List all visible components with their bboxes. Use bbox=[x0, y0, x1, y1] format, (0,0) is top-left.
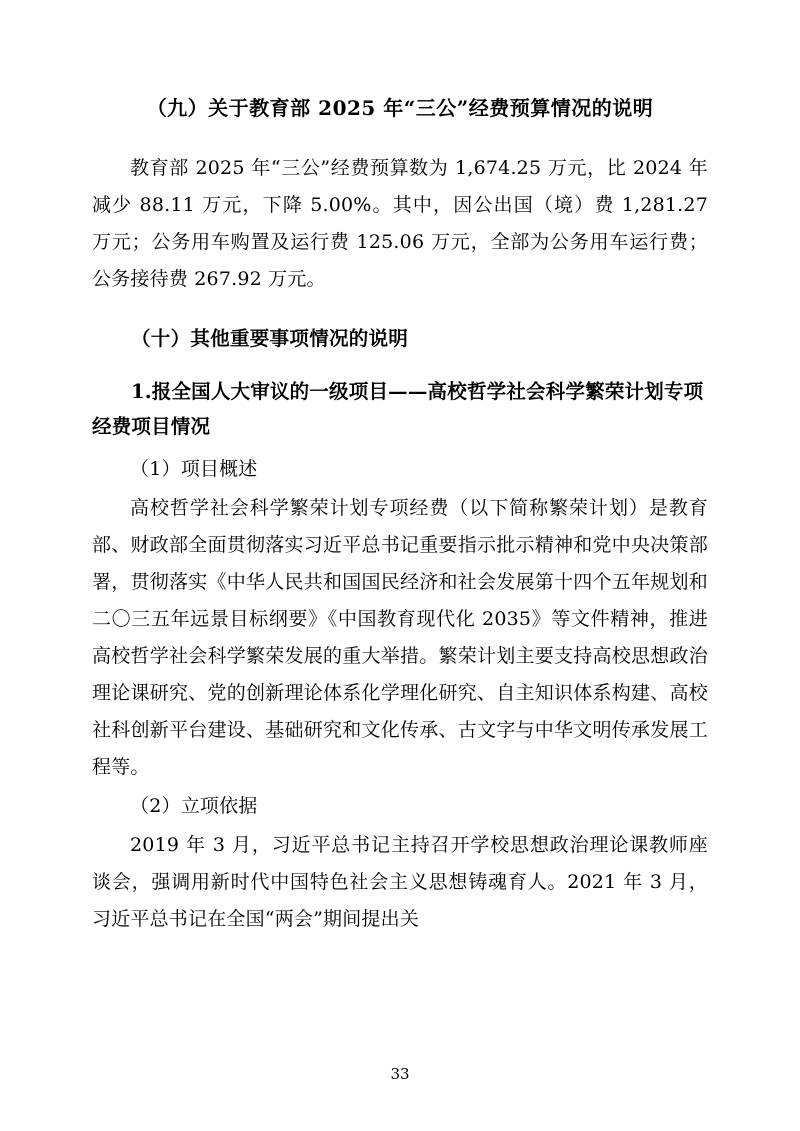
subitem-label-project-basis: （2）立项依据 bbox=[130, 794, 258, 817]
page-content bbox=[92, 92, 708, 938]
item-heading-prosperity-plan: 1.报全国人大审议的一级项目——高校哲学社会科学繁荣计划专项经费项目情况 bbox=[92, 380, 704, 439]
subitem-label-project-overview: （1）项目概述 bbox=[130, 457, 258, 480]
paragraph-project-overview-body: 高校哲学社会科学繁荣计划专项经费（以下简称繁荣计划）是教育部、财政部全面贯彻落实习近平总书记重要指示批示精神和党中央决策部署，贯彻落实《中华人民共和国国民经济和社会发展第十四个五年规划和二〇三五年远景目标纲要》《中国教育现代化 2035》等文件精神，推进高校哲学社会科学繁荣发展的重大举措。繁荣计划主要支持高校思想政治理论课研究、党的创新理论体系化学理化研究、自主知识体系构建、高校社科创新平台建设、基础研究和文化传承、古文字与中华文明传承发展工程等。 bbox=[92, 496, 708, 778]
page-number: 33 bbox=[390, 1065, 410, 1083]
section-heading-nine: （九）关于教育部 2025 年“三公”经费预算情况的说明 bbox=[146, 96, 654, 120]
paragraph-three-public-funds: 教育部 2025 年“三公”经费预算数为 1,674.25 万元，比 2024 年减少 88.11 万元，下降 5.00%。其中，因公出国（境）费 1,281.27 万元；公务用车购置及运行费 125.06 万元，全部为公务用车运行费；公务接待费 267.92 万元。 bbox=[92, 157, 708, 291]
paragraph-project-basis-body: 2019 年 3 月，习近平总书记主持召开学校思想政治理论课教师座谈会，强调用新时代中国特色社会主义思想铸魂育人。2021 年 3 月，习近平总书记在全国“两会”期间提出关 bbox=[92, 833, 708, 931]
section-heading-ten: （十）其他重要事项情况的说明 bbox=[131, 327, 409, 351]
